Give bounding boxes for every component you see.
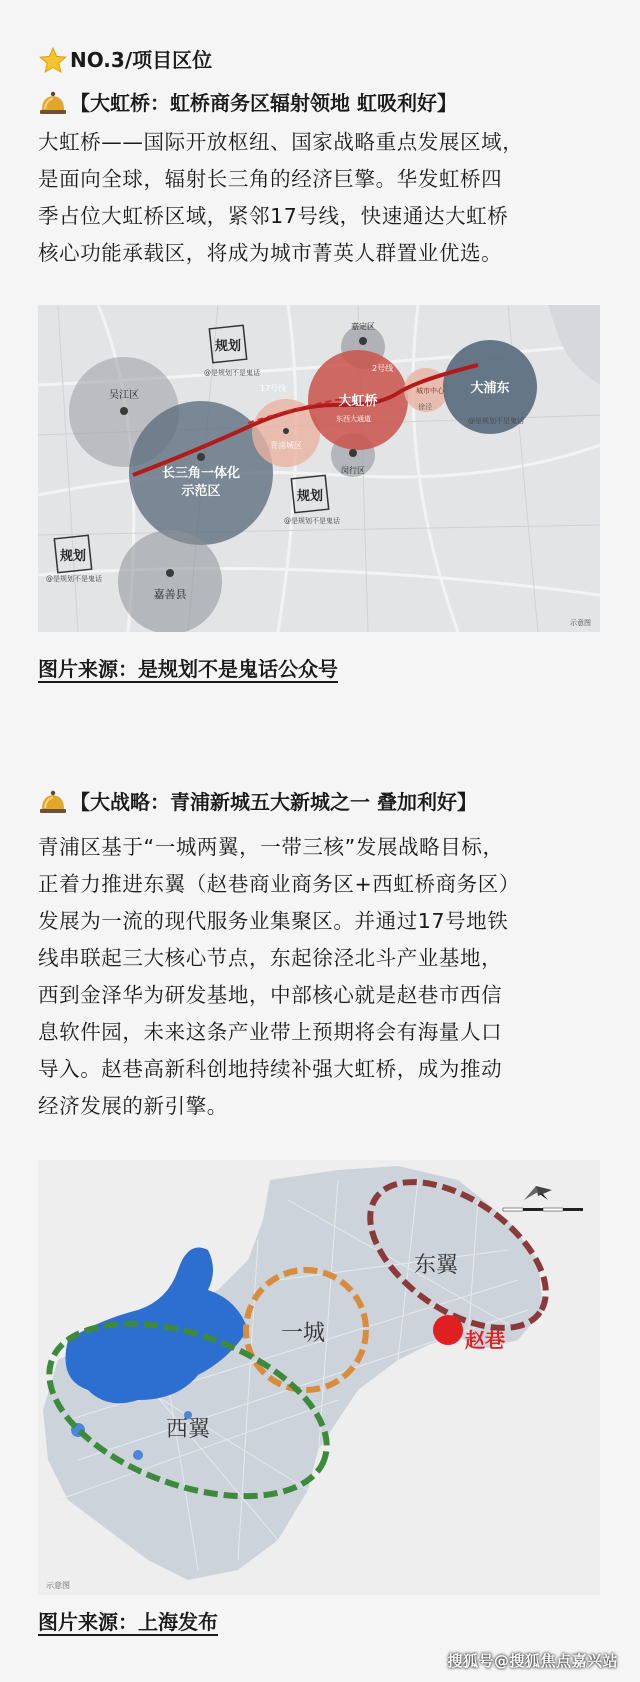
paragraph-line: 经济发展的新引擎。: [38, 1094, 228, 1118]
copyright-label: @是规划不是鬼话: [46, 575, 102, 583]
copyright-label: @是规划不是鬼话: [204, 369, 260, 377]
label-wujiang: 吴江区: [109, 390, 139, 401]
label-east-wing: 东翼: [413, 1253, 459, 1278]
jiashan-circle: [118, 530, 222, 632]
label-zhaoxiang: 赵巷: [465, 1328, 505, 1352]
sketch-label: 示意图: [46, 1581, 70, 1590]
qingpu-strategy-map: [38, 1160, 600, 1595]
paragraph-line: 息软件园，未来这条产业带上预期将会有海量人口: [38, 1020, 503, 1044]
bell-icon: [38, 788, 68, 816]
block1-paragraph: [38, 124, 602, 272]
svg-text:规划: 规划: [214, 339, 242, 354]
paragraph-line: 线串联起三大核心节点，东起徐泾北斗产业基地，: [38, 946, 503, 970]
paragraph-line: 核心功能承载区，将成为城市菁英人群置业优选。: [38, 241, 503, 265]
paragraph-line: 季占位大虹桥区域，紧邻17号线，快速通达大虹桥: [38, 204, 509, 228]
label-changsanjiao-1: 长三角一体化: [161, 466, 241, 481]
star-icon: [38, 46, 68, 74]
label-west-wing: 西翼: [165, 1417, 211, 1442]
label-line2: 2号线: [372, 364, 394, 373]
block1-heading: [38, 89, 457, 117]
label-changsanjiao-2: 示范区: [181, 484, 221, 499]
block2-paragraph: [38, 829, 602, 1125]
block2-heading-text: 【大战略：青浦新城五大新城之一 叠加利好】: [70, 790, 477, 814]
bell-icon: [38, 89, 68, 117]
scale-bar: [503, 1208, 583, 1211]
label-qingpu: 青浦城区: [270, 441, 302, 450]
label-city: 一城: [280, 1321, 326, 1346]
sketch-label: 示意图: [570, 619, 591, 627]
label-xujing: 徐泾: [418, 403, 432, 411]
block1-image-source: 图片来源：是规划不是鬼话公众号: [38, 657, 338, 681]
block1-heading-text: 【大虹桥：虹桥商务区辐射领地 虹吸利好】: [70, 91, 457, 115]
paragraph-line: 导入。赵巷高新科创地持续补强大虹桥，成为推动: [38, 1057, 503, 1081]
hongqiao-region-map: [38, 305, 600, 632]
svg-text:规划: 规划: [59, 549, 87, 564]
svg-text:规划: 规划: [296, 489, 324, 504]
label-jiashan: 嘉善县: [153, 588, 187, 601]
paragraph-line: 正着力推进东翼（赵巷商业商务区+西虹桥商务区）: [38, 872, 520, 896]
label-line17: 17号线: [260, 384, 287, 393]
block2-image-source: 图片来源：上海发布: [38, 1610, 218, 1634]
paragraph-line: 发展为一流的现代服务业集聚区。并通过17号地铁: [38, 909, 509, 933]
paragraph-line: 青浦区基于“一城两翼，一带三核”发展战略目标，: [38, 835, 504, 859]
paragraph-line: 西到金泽华为研发基地，中部核心就是赵巷市西信: [38, 983, 503, 1007]
label-city-center: 城市中心: [416, 387, 444, 395]
copyright-label: @是规划不是鬼话: [468, 417, 524, 425]
section-title-text: NO.3/项目区位: [70, 48, 213, 72]
label-dapudong: 大浦东: [470, 381, 510, 396]
block2-heading: [38, 788, 477, 816]
paragraph-line: 是面向全球，辐射长三角的经济巨擎。华发虹桥四: [38, 167, 503, 191]
section-title: [38, 46, 212, 74]
zhaoxiang-dot: [433, 1315, 463, 1345]
label-east-west: 东西大通道: [336, 415, 371, 423]
watermark-text: 搜狐号@搜狐焦点嘉兴站: [447, 1652, 618, 1670]
copyright-label: @是规划不是鬼话: [284, 517, 340, 525]
label-jiading: 嘉定区: [351, 322, 375, 331]
paragraph-line: 大虹桥——国际开放枢纽、国家战略重点发展区域，: [38, 130, 524, 154]
label-dahongqiao: 大虹桥: [338, 394, 378, 409]
label-minhang: 闵行区: [341, 466, 365, 475]
